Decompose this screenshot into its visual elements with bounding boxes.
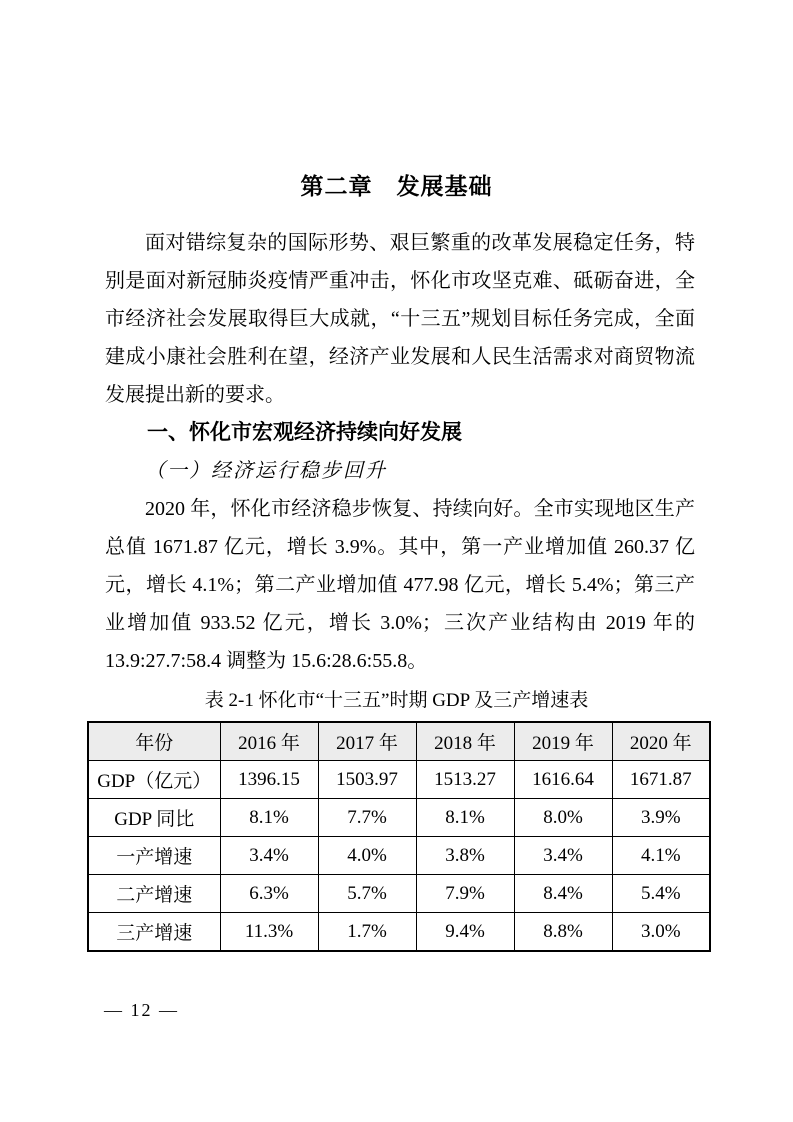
row-label: GDP（亿元） <box>88 761 220 799</box>
page-number: — 12 — <box>104 1000 179 1020</box>
table-cell: 8.4% <box>514 875 612 913</box>
table-cell: 4.0% <box>318 837 416 875</box>
table-header-cell: 2016 年 <box>220 722 318 761</box>
table-caption: 表 2-1 怀化市“十三五”时期 GDP 及三产增速表 <box>204 690 589 711</box>
paragraph-intro: 面对错综复杂的国际形势、艰巨繁重的改革发展稳定任务，特别是面对新冠肺炎疫情严重冲击，怀化市攻坚克难、砥砺奋进，全市经济社会发展取得巨大成就，“十三五”规划目标任务完成，全面建成小康社会胜利在望，经济产业发展和人民生活需求对商贸物流发展提出新的要求。 <box>105 232 695 406</box>
table-header-cell: 年份 <box>88 722 220 761</box>
paragraph-economy: 2020 年，怀化市经济稳步恢复、持续向好。全市实现地区生产总值 1671.87 亿元，增长 3.9%。其中，第一产业增加值 260.37 亿元，增长 4.1%；第二产业增加值 477.98 亿元，增长 5.4%；第三产业增加值 933.52 亿元，增长 3.0%；三次产业结构由 2019 年的 13.9:27.7:58.4 调整为 15.6:28.6:55.8。 <box>105 498 695 672</box>
table-cell: 9.4% <box>416 913 514 952</box>
table-cell: 7.9% <box>416 875 514 913</box>
gdp-growth-table <box>87 721 711 952</box>
table-cell: 8.0% <box>514 799 612 837</box>
row-label: 二产增速 <box>88 875 220 913</box>
table-cell: 4.1% <box>612 837 710 875</box>
table-cell: 11.3% <box>220 913 318 952</box>
row-label: 一产增速 <box>88 837 220 875</box>
table-cell: 1503.97 <box>318 761 416 799</box>
table-row <box>88 837 710 875</box>
row-label: 三产增速 <box>88 913 220 952</box>
table-header-row <box>88 722 710 761</box>
table-cell: 1671.87 <box>612 761 710 799</box>
table-header-cell: 2019 年 <box>514 722 612 761</box>
table-cell: 5.4% <box>612 875 710 913</box>
table-header-cell: 2020 年 <box>612 722 710 761</box>
table-cell: 6.3% <box>220 875 318 913</box>
table-cell: 3.4% <box>220 837 318 875</box>
table-cell: 3.9% <box>612 799 710 837</box>
table-cell: 3.8% <box>416 837 514 875</box>
table-header-cell: 2017 年 <box>318 722 416 761</box>
table-cell: 8.1% <box>416 799 514 837</box>
table-row <box>88 761 710 799</box>
section-heading-1: 一、怀化市宏观经济持续向好发展 <box>147 421 462 444</box>
chapter-title: 第二章 发展基础 <box>300 173 493 199</box>
row-label: GDP 同比 <box>88 799 220 837</box>
table-cell: 3.4% <box>514 837 612 875</box>
table-cell: 5.7% <box>318 875 416 913</box>
table-row <box>88 913 710 952</box>
table-row <box>88 799 710 837</box>
subsection-heading-1-1: （一）经济运行稳步回升 <box>145 460 387 482</box>
table-cell: 8.1% <box>220 799 318 837</box>
table-row <box>88 875 710 913</box>
table-cell: 8.8% <box>514 913 612 952</box>
table-cell: 7.7% <box>318 799 416 837</box>
table-cell: 3.0% <box>612 913 710 952</box>
table-cell: 1616.64 <box>514 761 612 799</box>
table-cell: 1.7% <box>318 913 416 952</box>
table-cell: 1396.15 <box>220 761 318 799</box>
table-header-cell: 2018 年 <box>416 722 514 761</box>
table-cell: 1513.27 <box>416 761 514 799</box>
